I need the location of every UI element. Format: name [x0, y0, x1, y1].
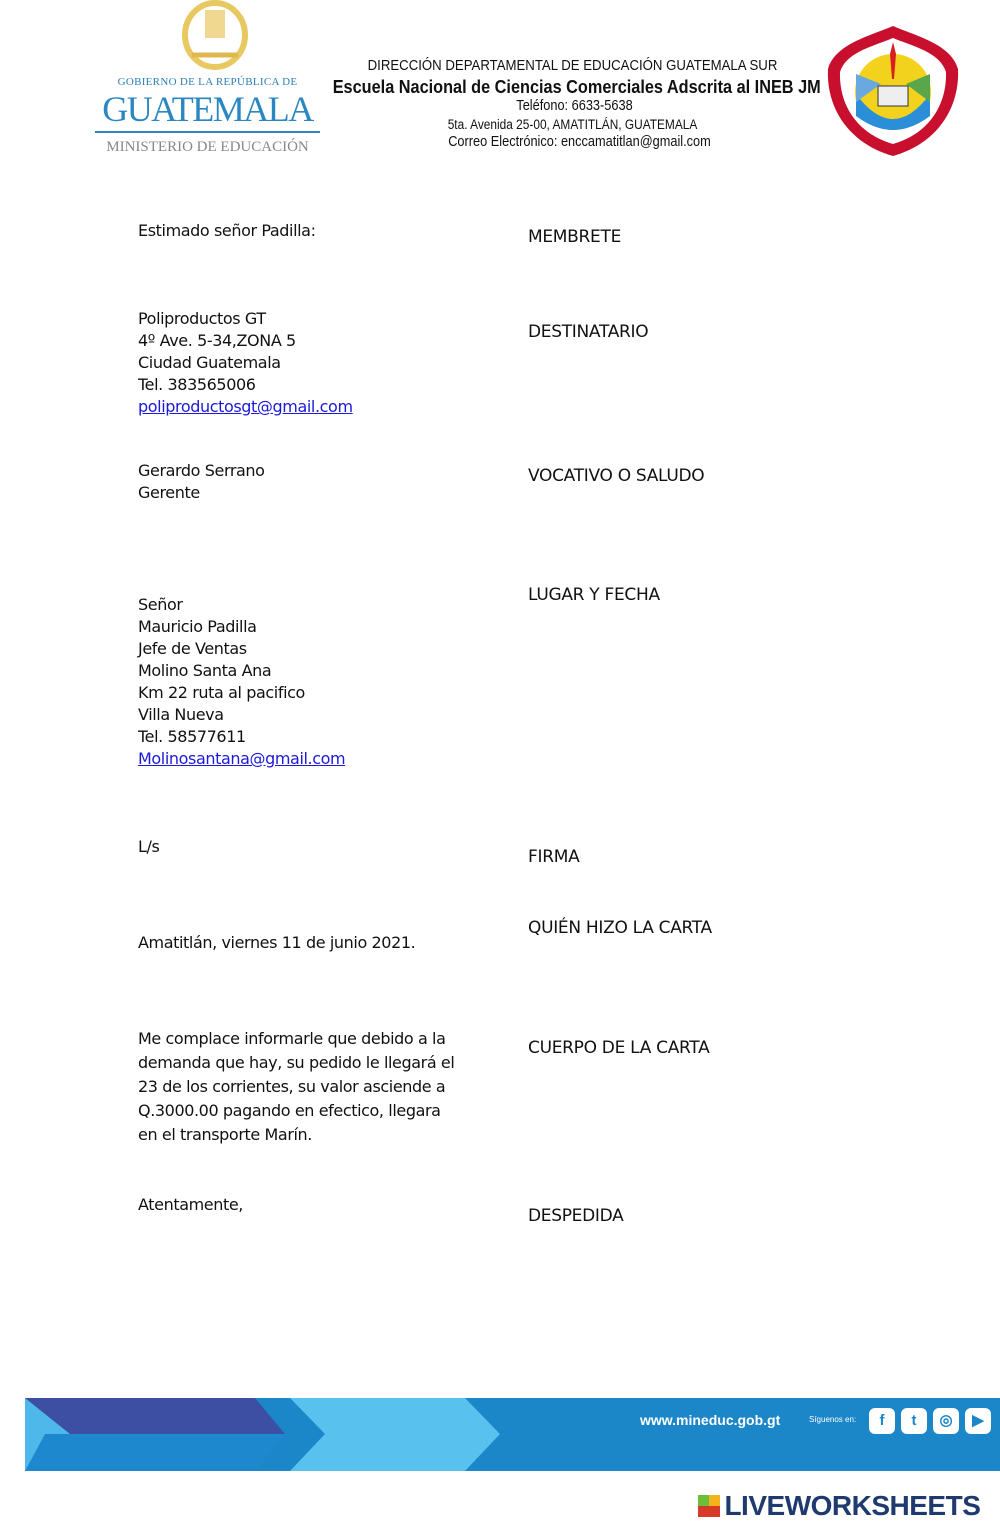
footer-banner: [25, 1398, 1000, 1471]
cuerpo-line: Me complace informarle que debido a la: [138, 1029, 446, 1048]
label-firma[interactable]: FIRMA: [528, 847, 580, 867]
footer-chevrons: [25, 1398, 525, 1471]
youtube-icon[interactable]: ▶: [965, 1408, 991, 1434]
fecha-text: Amatitlán, viernes 11 de junio 2021.: [138, 933, 416, 952]
twitter-icon[interactable]: t: [901, 1408, 927, 1434]
label-vocativo[interactable]: VOCATIVO O SALUDO: [528, 466, 705, 486]
gobierno-guatemala-logo: [95, 76, 320, 156]
destinatario-line: Km 22 ruta al pacifico: [138, 683, 305, 702]
instagram-icon[interactable]: ◎: [933, 1408, 959, 1434]
label-membrete[interactable]: MEMBRETE: [528, 227, 622, 247]
despedida-block: [138, 1194, 243, 1216]
cuerpo-line: en el transporte Marín.: [138, 1125, 312, 1144]
label-despedida[interactable]: DESPEDIDA: [528, 1206, 624, 1226]
fecha-block: [138, 932, 415, 954]
header-email: Correo Electrónico: enccamatitlan@gmail.com: [448, 134, 711, 150]
header-address: 5ta. Avenida 25-00, AMATITLÁN, GUATEMALA: [447, 117, 698, 132]
footer-website[interactable]: www.mineduc.gob.gt: [640, 1412, 781, 1428]
destinatario-line: Tel. 58577611: [138, 727, 246, 746]
label-destinatario[interactable]: DESTINATARIO: [528, 322, 649, 342]
destinatario-line: Villa Nueva: [138, 705, 224, 724]
social-icons: [863, 1408, 991, 1434]
label-cuerpo[interactable]: CUERPO DE LA CARTA: [528, 1038, 710, 1058]
saludo-text: Estimado señor Padilla:: [138, 221, 316, 240]
remitente-line: Poliproductos GT: [138, 309, 266, 328]
header-phone: Teléfono: 6633-5638: [516, 98, 633, 114]
firmante-block: [138, 460, 265, 504]
logo-main-text: GUATEMALA: [102, 89, 313, 129]
label-lugar-fecha[interactable]: LUGAR Y FECHA: [528, 585, 660, 605]
logo-bottom-text: MINISTERIO DE EDUCACIÓN: [106, 139, 309, 155]
firmante-title: Gerente: [138, 483, 200, 502]
destinatario-email-link[interactable]: Molinosantana@gmail.com: [138, 749, 346, 768]
cuerpo-block: [138, 1027, 454, 1147]
watermark-text: LIVEWORKSHEETS: [724, 1490, 981, 1521]
destinatario-line: Señor: [138, 595, 183, 614]
destinatario-line: Molino Santa Ana: [138, 661, 272, 680]
remitente-block: [138, 308, 353, 418]
remitente-line: 4º Ave. 5-34,ZONA 5: [138, 331, 296, 350]
remitente-line: Ciudad Guatemala: [138, 353, 281, 372]
coat-of-arms-logo: [172, 0, 258, 75]
ineba-school-crest: [826, 24, 960, 158]
liveworksheets-logo-icon: [698, 1495, 720, 1517]
ls-text: [138, 836, 159, 858]
cuerpo-line: demanda que hay, su pedido le llegará el: [138, 1053, 455, 1072]
footer-follow: Síguenos en:: [809, 1415, 857, 1424]
destinatario-line: Mauricio Padilla: [138, 617, 257, 636]
liveworksheets-watermark: [698, 1490, 980, 1522]
header-school-name: Escuela Nacional de Ciencias Comerciales Adscrita al INEB JM: [332, 76, 821, 97]
remitente-email-link[interactable]: poliproductosgt@gmail.com: [138, 397, 353, 416]
remitente-line: Tel. 383565006: [138, 375, 256, 394]
ls-line: L/s: [138, 837, 160, 856]
logo-top-text: GOBIERNO DE LA REPÚBLICA DE: [117, 76, 298, 88]
cuerpo-line: 23 de los corrientes, su valor asciende a: [138, 1077, 446, 1096]
firmante-name: Gerardo Serrano: [138, 461, 265, 480]
despedida-text: Atentamente,: [138, 1195, 243, 1214]
cuerpo-line: Q.3000.00 pagando en efectico, llegara: [138, 1101, 441, 1120]
saludo-block: [138, 220, 316, 242]
destinatario-block: [138, 594, 345, 770]
label-quien-hizo[interactable]: QUIÉN HIZO LA CARTA: [528, 918, 712, 938]
header-line-1: DIRECCIÓN DEPARTAMENTAL DE EDUCACIÓN GUATEMALA SUR: [367, 57, 778, 74]
facebook-icon[interactable]: f: [869, 1408, 895, 1434]
destinatario-line: Jefe de Ventas: [138, 639, 247, 658]
